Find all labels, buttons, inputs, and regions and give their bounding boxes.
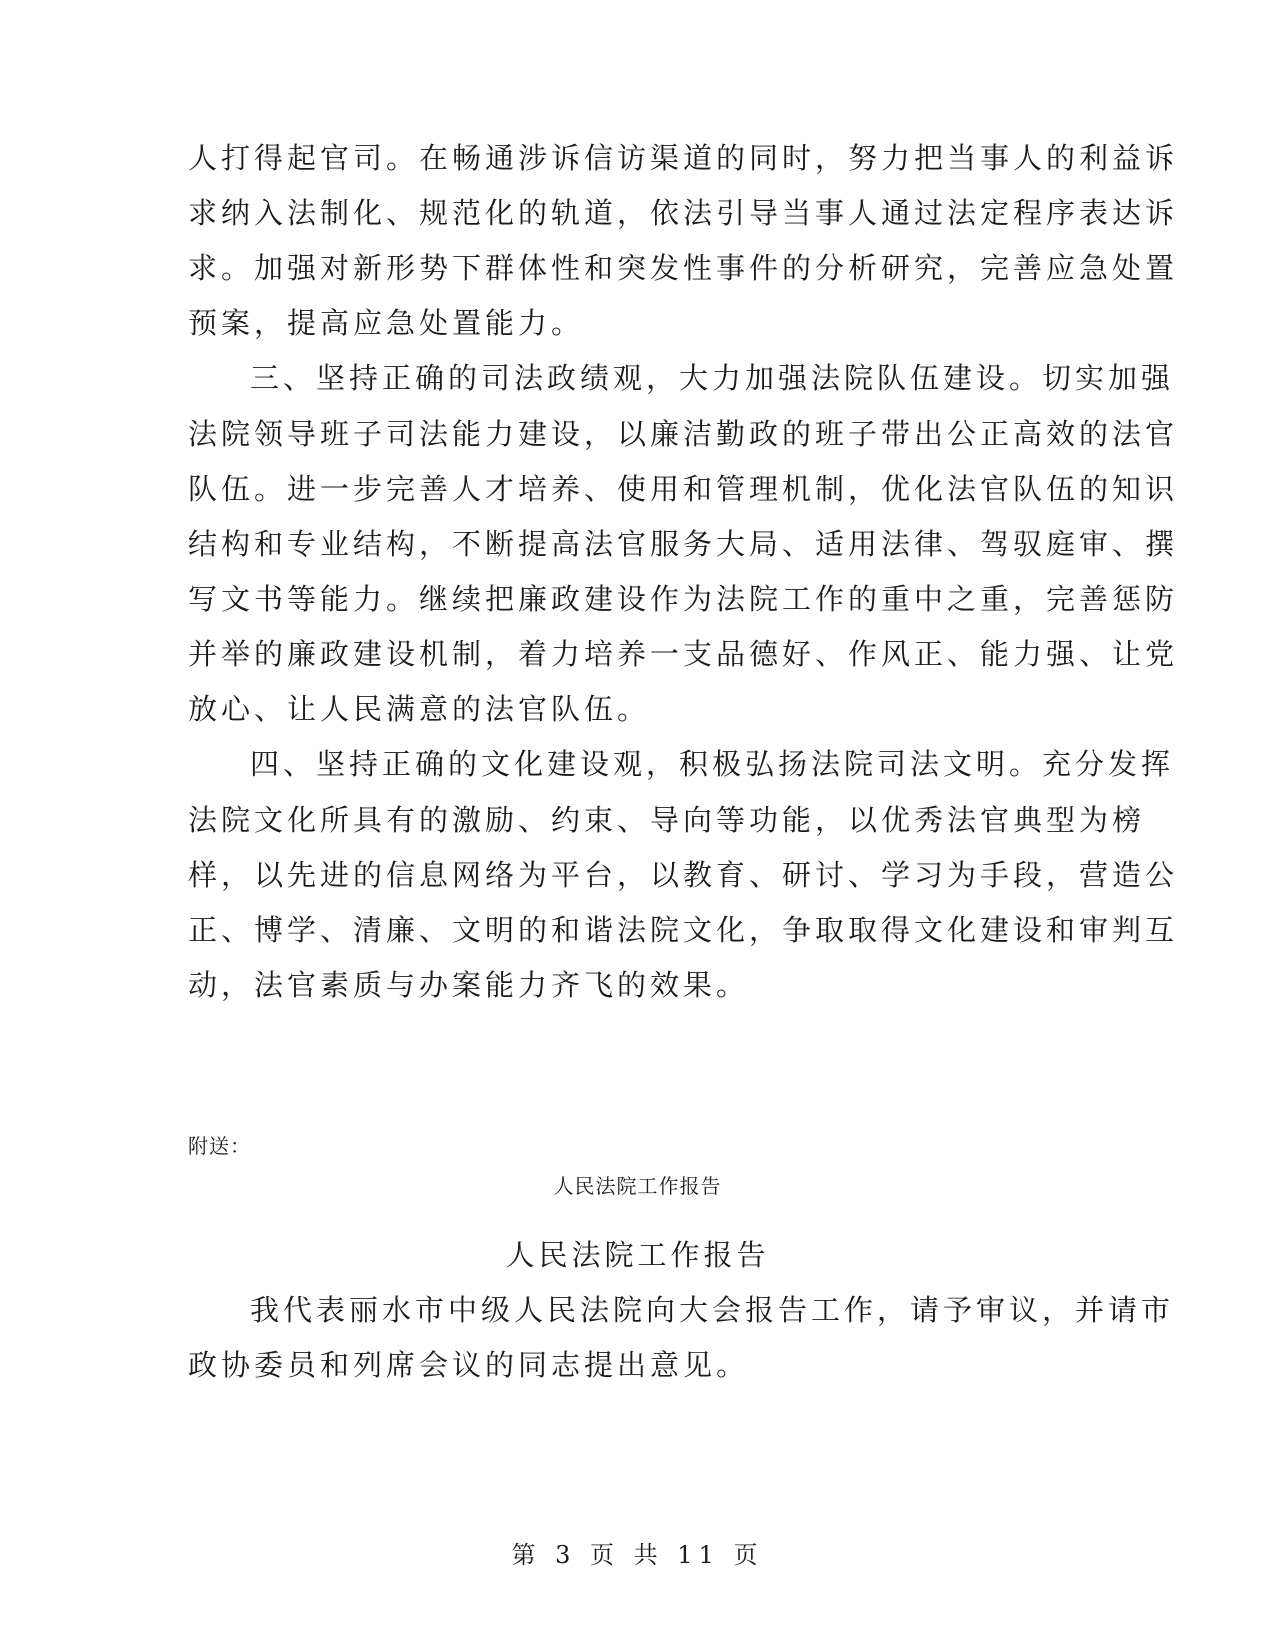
report-line: 我代表丽水市中级人民法院向大会报告工作，请予审议，并请市 [250, 1293, 1175, 1327]
body-line: 动，法官素质与办案能力齐飞的效果。 [188, 968, 750, 1002]
body-line: 四、坚持正确的文化建设观，积极弘扬法院司法文明。充分发挥 [250, 747, 1175, 781]
body-line: 并举的廉政建设机制，着力培养一支品德好、作风正、能力强、让党 [188, 637, 1179, 671]
page-footer: 第 3 页 共 11 页 [511, 1541, 764, 1569]
body-line: 求纳入法制化、规范化的轨道，依法引导当事人通过法定程序表达诉 [188, 196, 1179, 230]
body-line: 结构和专业结构，不断提高法官服务大局、适用法律、驾驭庭审、撰 [188, 527, 1179, 561]
body-line: 法院文化所具有的激励、约束、导向等功能，以优秀法官典型为榜 [188, 803, 1146, 837]
body-line: 预案，提高应急处置能力。 [188, 306, 585, 340]
appendix-label: 附送： [188, 1134, 251, 1158]
report-title: 人民法院工作报告 [505, 1238, 770, 1272]
body-line: 法院领导班子司法能力建设，以廉洁勤政的班子带出公正高效的法官 [188, 417, 1179, 451]
body-line: 写文书等能力。继续把廉政建设作为法院工作的重中之重，完善惩防 [188, 582, 1179, 616]
body-line: 求。加强对新形势下群体性和突发性事件的分析研究，完善应急处置 [188, 251, 1179, 285]
body-line: 人打得起官司。在畅通涉诉信访渠道的同时，努力把当事人的利益诉 [188, 141, 1179, 175]
body-line: 正、博学、清廉、文明的和谐法院文化，争取取得文化建设和审判互 [188, 913, 1179, 947]
body-line: 放心、让人民满意的法官队伍。 [188, 692, 651, 726]
body-line: 三、坚持正确的司法政绩观，大力加强法院队伍建设。切实加强 [250, 361, 1175, 395]
report-line: 政协委员和列席会议的同志提出意见。 [188, 1348, 750, 1382]
body-line: 队伍。进一步完善人才培养、使用和管理机制，优化法官队伍的知识 [188, 472, 1179, 506]
body-line: 样，以先进的信息网络为平台，以教育、研讨、学习为手段，营造公 [188, 858, 1179, 892]
appendix-title: 人民法院工作报告 [553, 1174, 722, 1198]
